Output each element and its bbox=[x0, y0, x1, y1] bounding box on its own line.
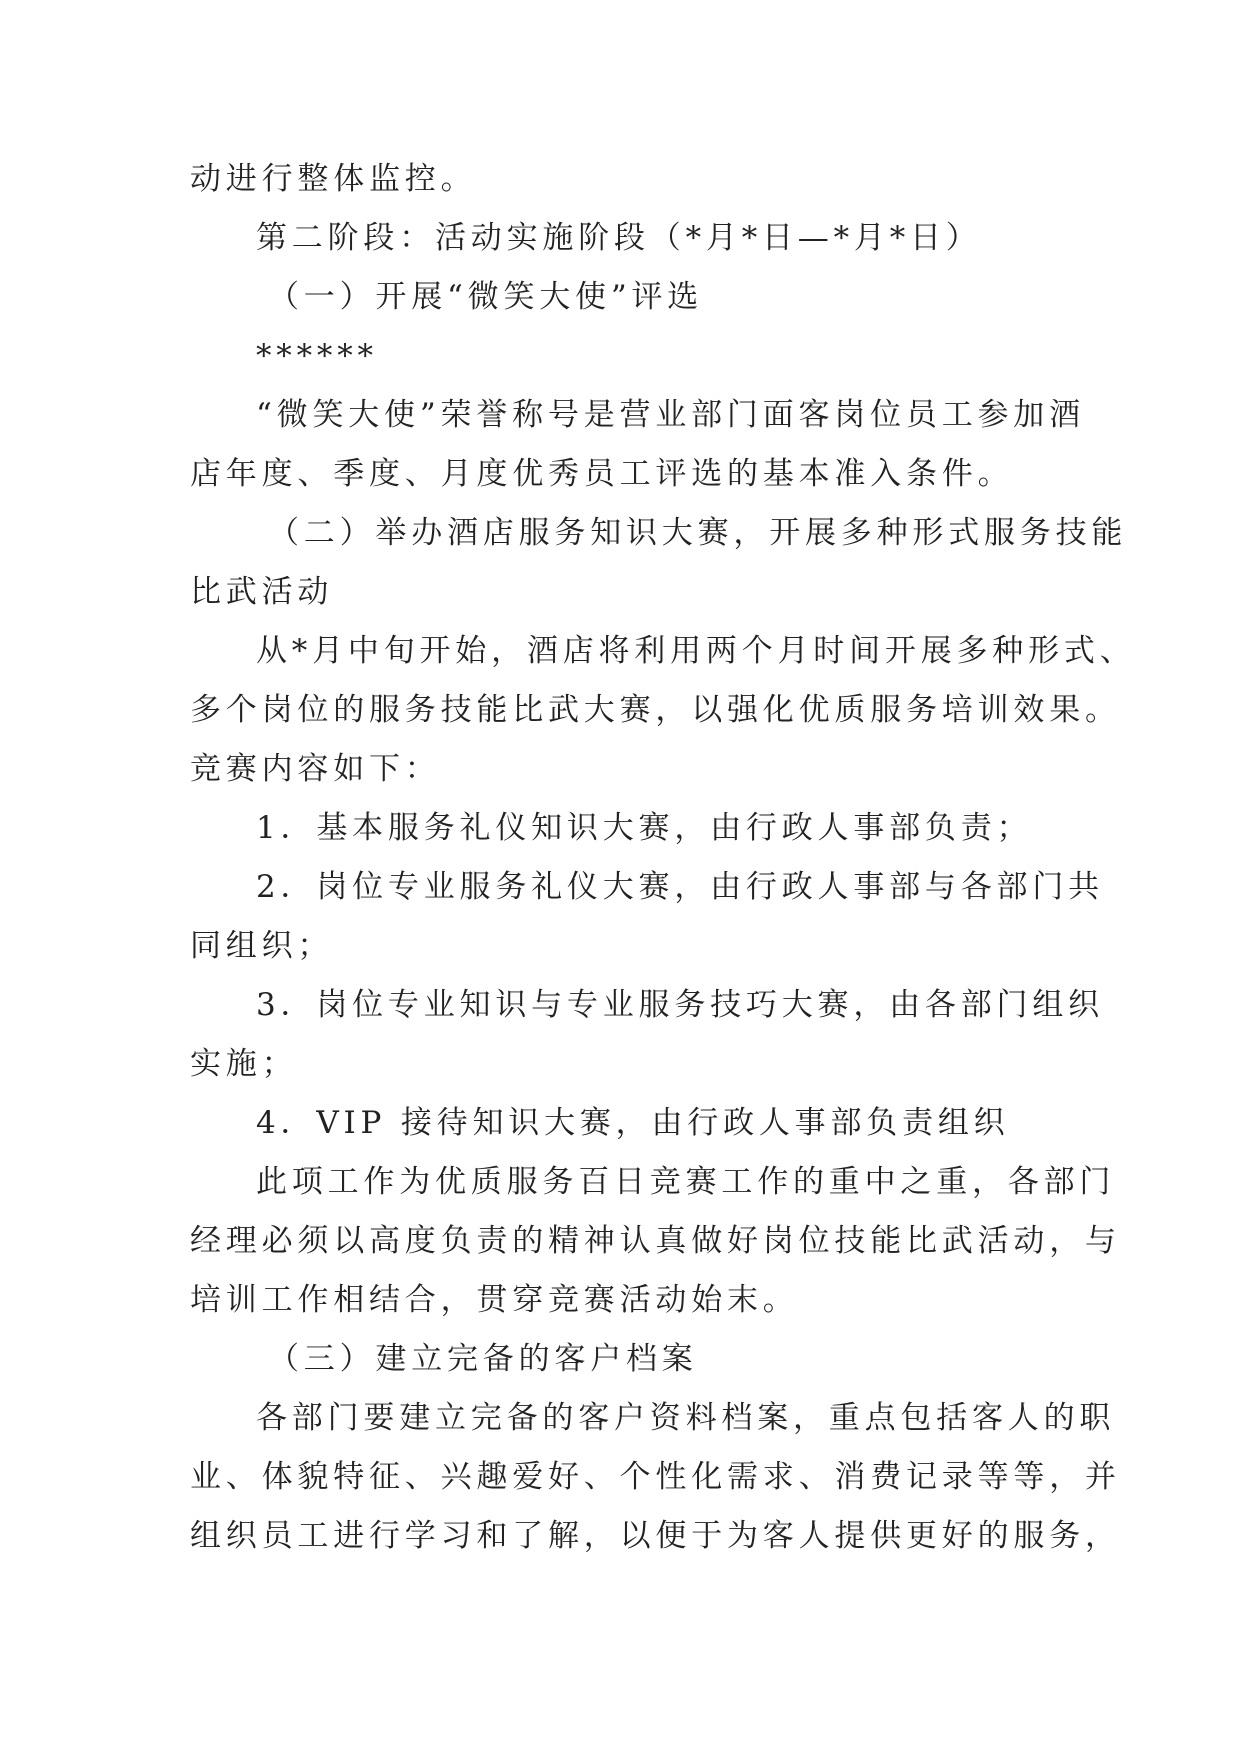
list-item: 1．基本服务礼仪知识大赛，由行政人事部负责； bbox=[256, 810, 1033, 846]
text-line: 同组织； bbox=[190, 928, 334, 964]
text-line: 店年度、季度、月度优秀员工评选的基本准入条件。 bbox=[190, 456, 1014, 492]
text-line: 实施； bbox=[190, 1046, 298, 1082]
text-line: 多个岗位的服务技能比武大赛，以强化优质服务培训效果。 bbox=[190, 692, 1121, 728]
text-line: ****** bbox=[256, 338, 378, 374]
text-line: 从*月中旬开始，酒店将利用两个月时间开展多种形式、 bbox=[256, 633, 1136, 669]
text-line: 动进行整体监控。 bbox=[190, 161, 477, 197]
text-line: 培训工作相结合，贯穿竞赛活动始末。 bbox=[190, 1282, 799, 1318]
text-line: 各部门要建立完备的客户资料档案，重点包括客人的职 bbox=[256, 1400, 1116, 1436]
list-item: 3．岗位专业知识与专业服务技巧大赛，由各部门组织 bbox=[256, 987, 1104, 1023]
text-line: 业、体貌特征、兴趣爱好、个性化需求、消费记录等等，并 bbox=[190, 1459, 1121, 1495]
text-line: 此项工作为优质服务百日竞赛工作的重中之重，各部门 bbox=[256, 1164, 1116, 1200]
text-line: 经理必须以高度负责的精神认真做好岗位技能比武活动，与 bbox=[190, 1223, 1121, 1259]
text-line: 比武活动 bbox=[190, 574, 334, 610]
list-item: 4．VIP 接待知识大赛，由行政人事部负责组织 bbox=[256, 1105, 1010, 1141]
section-heading: （一）开展“微笑大使”评选 bbox=[268, 279, 704, 315]
text-line: 竞赛内容如下： bbox=[190, 751, 441, 787]
text-line: “微笑大使”荣誉称号是营业部门面客岗位员工参加酒 bbox=[256, 397, 1085, 433]
document-body bbox=[190, 150, 1136, 1566]
text-line: 组织员工进行学习和了解，以便于为客人提供更好的服务， bbox=[190, 1518, 1121, 1554]
section-heading: （三）建立完备的客户档案 bbox=[268, 1341, 698, 1377]
section-heading: （二）举办酒店服务知识大赛，开展多种形式服务技能 bbox=[268, 515, 1128, 551]
stage-heading: 第二阶段：活动实施阶段（*月*日—*月*日） bbox=[256, 220, 982, 256]
list-item: 2．岗位专业服务礼仪大赛，由行政人事部与各部门共 bbox=[256, 869, 1104, 905]
